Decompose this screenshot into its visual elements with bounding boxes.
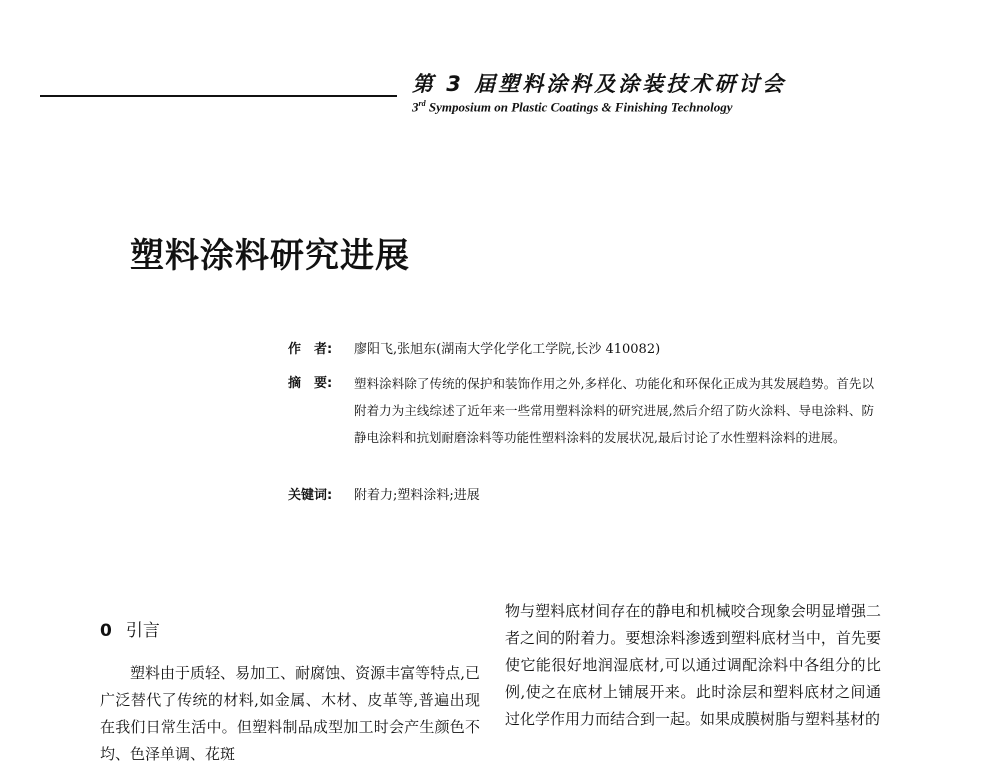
abstract-text: 塑料涂料除了传统的保护和装饰作用之外,多样化、功能化和环保化正成为其发展趋势。首先以附着力为主线综述了近年来一些常用塑料涂料的研究进展,然后介绍了防火涂料、导电涂料、防静电涂料和抗划耐磨涂料等功能性塑料涂料的发展状况,最后讨论了水性塑料涂料的进展。: [354, 376, 874, 445]
conference-number: 3: [412, 99, 419, 115]
conference-title-english: [412, 99, 852, 115]
left-paragraph: 塑料由于质轻、易加工、耐腐蚀、资源丰富等特点,已广泛替代了传统的材料,如金属、木材、皮革等,普遍出现在我们日常生活中。但塑料制品成型加工时会产生颜色不均、色泽单调、花斑: [100, 664, 480, 763]
conference-number-suffix: rd: [418, 99, 426, 108]
abstract-label: 摘 要:: [288, 376, 333, 391]
keywords-label: 关键词:: [288, 488, 333, 503]
paper-title: 塑料涂料研究进展: [130, 236, 410, 276]
section-heading: [100, 616, 160, 641]
keywords-value: 附着力;塑料涂料;进展: [354, 488, 480, 503]
conference-title-chinese: 第 3 届塑料涂料及涂装技术研讨会: [412, 72, 787, 96]
left-column: [100, 660, 480, 768]
right-column: [505, 598, 881, 733]
authors-label: 作 者:: [288, 342, 333, 357]
conference-name: Symposium on Plastic Coatings & Finishing Technology: [425, 99, 733, 115]
right-paragraph: 物与塑料底材间存在的静电和机械咬合现象会明显增强二者之间的附着力。要想涂料渗透到塑料底材当中，首先要使它能很好地润湿底材,可以通过调配涂料中各组分的比例,使之在底材上铺展开来。此时涂层和塑料底材之间通过化学作用力而结合到一起。如果成膜树脂与塑料基材的: [505, 602, 881, 728]
section-number: 0: [100, 621, 112, 641]
header-rule: [40, 95, 397, 97]
section-title: 引言: [125, 621, 160, 641]
authors-value: 廖阳飞,张旭东(湖南大学化学化工学院,长沙 410082): [354, 342, 661, 357]
